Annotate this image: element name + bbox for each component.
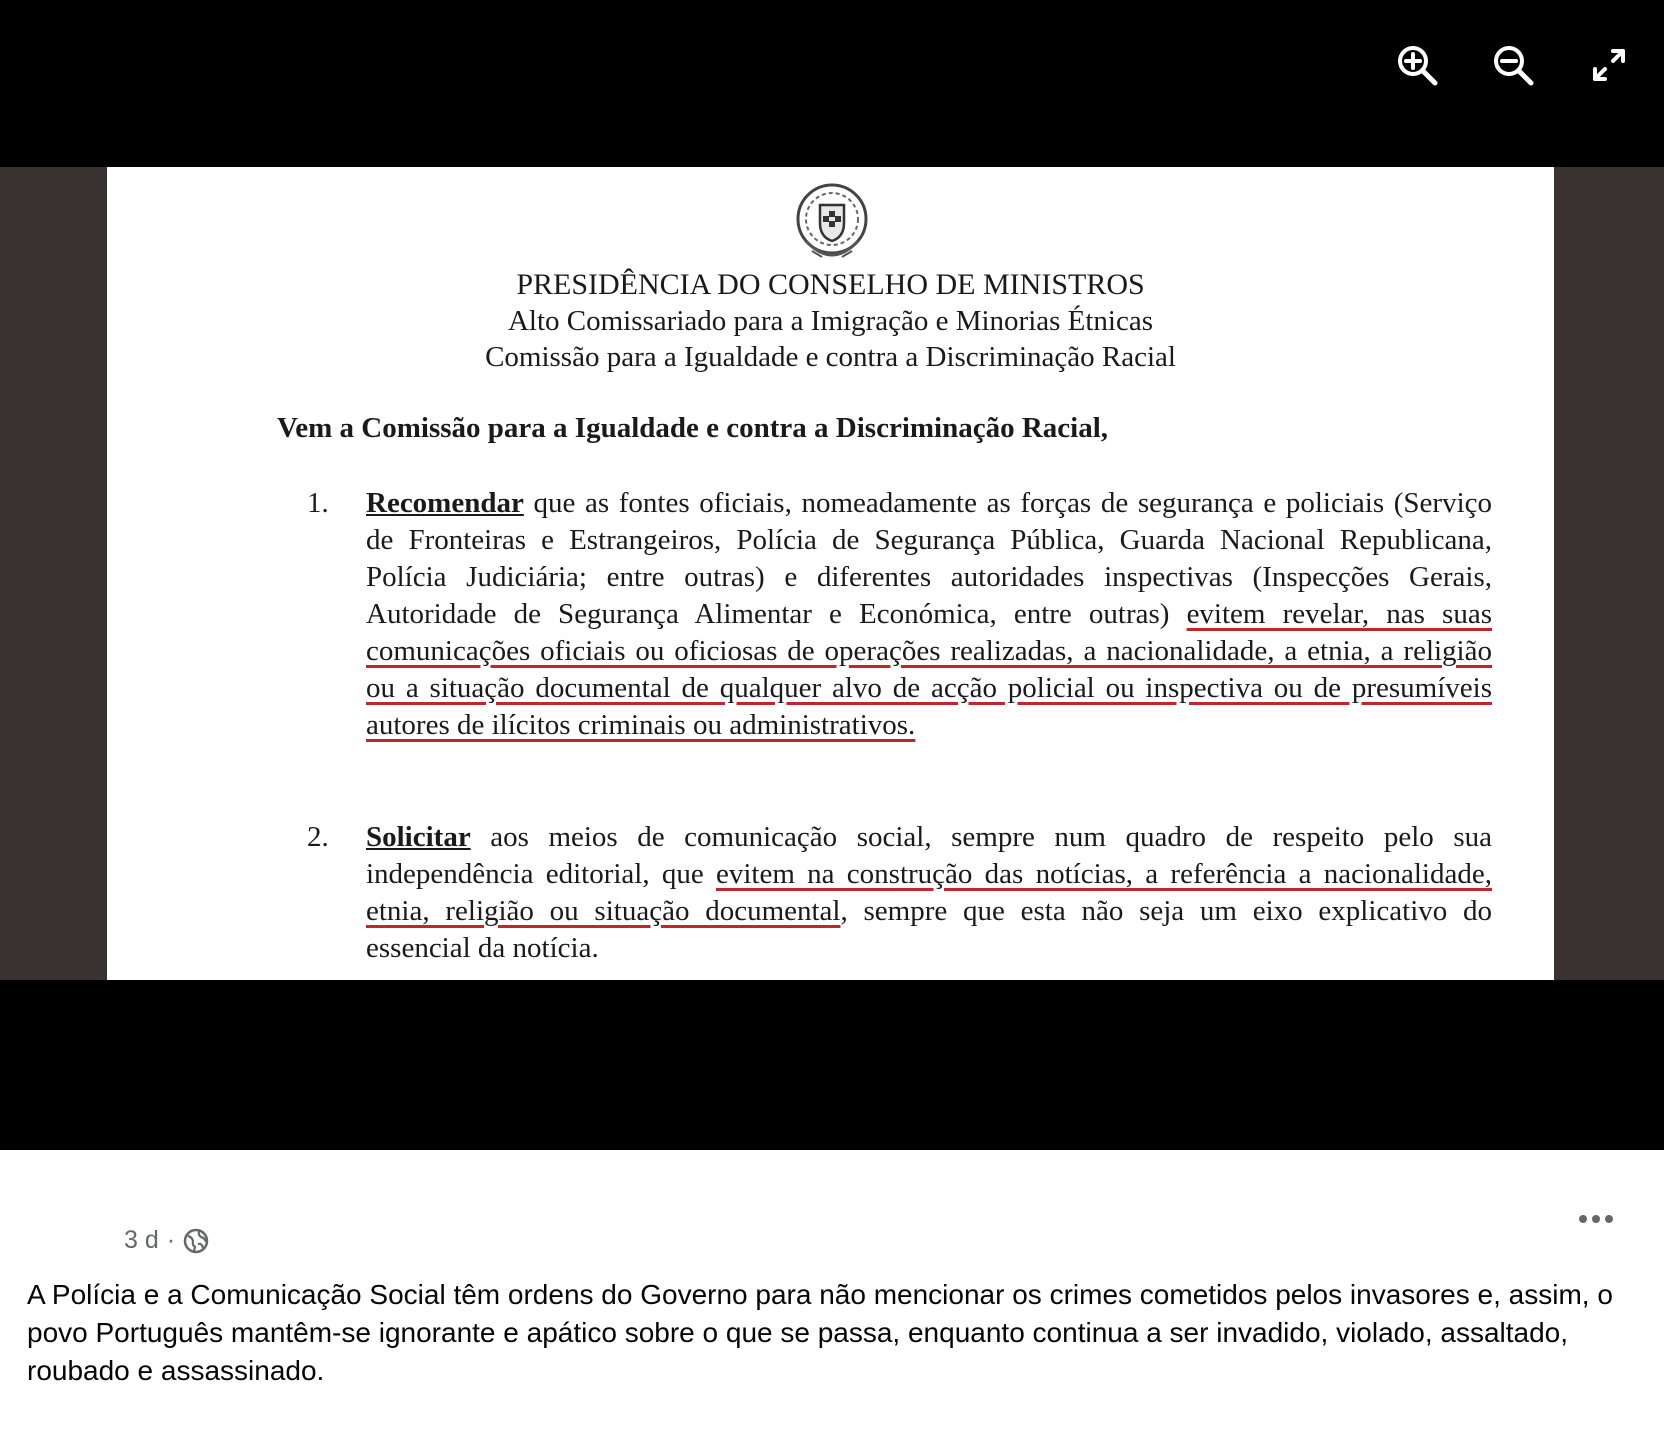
meta-separator: · [166, 1226, 176, 1254]
post-timestamp[interactable]: 3 d [124, 1226, 159, 1254]
header-line-commission-equality: Comissão para a Igualdade e contra a Discriminação Racial [485, 341, 1176, 373]
fullscreen-button[interactable] [1584, 40, 1634, 90]
post-caption: A Polícia e a Comunicação Social têm ordens do Governo para não mencionar os crimes cometidos pelos invasores e, assim, o povo Português mantêm-se ignorante e apático sobre o que se passa, enquanto continua a ser invadido, violado, assaltado, roubado e assassinado. [27, 1279, 1613, 1386]
item-text: que as fontes oficiais, nomeadamente as forças de segurança e policiais (Serviço de Fronteiras e Estrangeiros, Polícia de Segurança Pública, Guarda Nacional Republicana, Polícia Judiciária; entre outras) e diferentes autoridades inspectivas (Inspecções Gerais, Autoridade de Segurança Alimentar e Económica, entre outras) [366, 487, 1492, 630]
header-line-commission-high: Alto Comissariado para a Imigração e Minorias Étnicas [507, 305, 1154, 337]
item-text: aos meios de comunicação social, sempre num quadro de respeito pelo sua independência editorial, que [366, 821, 1492, 890]
item-keyword: Recomendar [366, 487, 524, 519]
item-number: 1. [307, 487, 329, 519]
zoom-out-button[interactable] [1488, 40, 1538, 90]
header-line-presidency: PRESIDÊNCIA DO CONSELHO DE MINISTROS [516, 268, 1145, 301]
document-intro: Vem a Comissão para a Igualdade e contra a Discriminação Racial, [277, 412, 1109, 444]
document-item-2 [307, 819, 1492, 967]
coat-of-arms-icon [792, 179, 872, 265]
viewer-toolbar [1392, 40, 1634, 90]
item-keyword: Solicitar [366, 821, 471, 853]
globe-icon[interactable] [183, 1228, 209, 1254]
zoom-in-icon [1395, 43, 1439, 87]
item-paragraph [366, 485, 1492, 744]
zoom-in-button[interactable] [1392, 40, 1442, 90]
zoom-out-icon [1491, 43, 1535, 87]
more-dot-icon [1592, 1215, 1600, 1223]
more-dot-icon [1579, 1215, 1587, 1223]
item-number: 2. [307, 821, 329, 853]
item-paragraph [366, 819, 1492, 967]
post-meta [124, 1226, 209, 1255]
expand-icon [1589, 45, 1629, 85]
more-dot-icon [1605, 1215, 1613, 1223]
more-options-button[interactable] [1574, 1204, 1618, 1234]
item-highlighted-text: evitem na construção das notícias, a referência a nacionalidade, etnia, religião ou situação documental [366, 858, 1492, 927]
item-highlighted-text: evitem revelar, nas suas comunicações oficiais ou oficiosas de operações realizadas, a nacionalidade, a etnia, a religião ou a situação documental de qualquer alvo de acção policial ou inspectiva ou de presumíveis autores de ilícitos criminais ou administrativos. [366, 598, 1493, 741]
document-image [107, 167, 1554, 980]
document-item-1 [307, 485, 1492, 744]
item-tail-text: , sempre que esta não seja um eixo explicativo do essencial da notícia. [366, 895, 1492, 964]
document-header [107, 267, 1554, 375]
